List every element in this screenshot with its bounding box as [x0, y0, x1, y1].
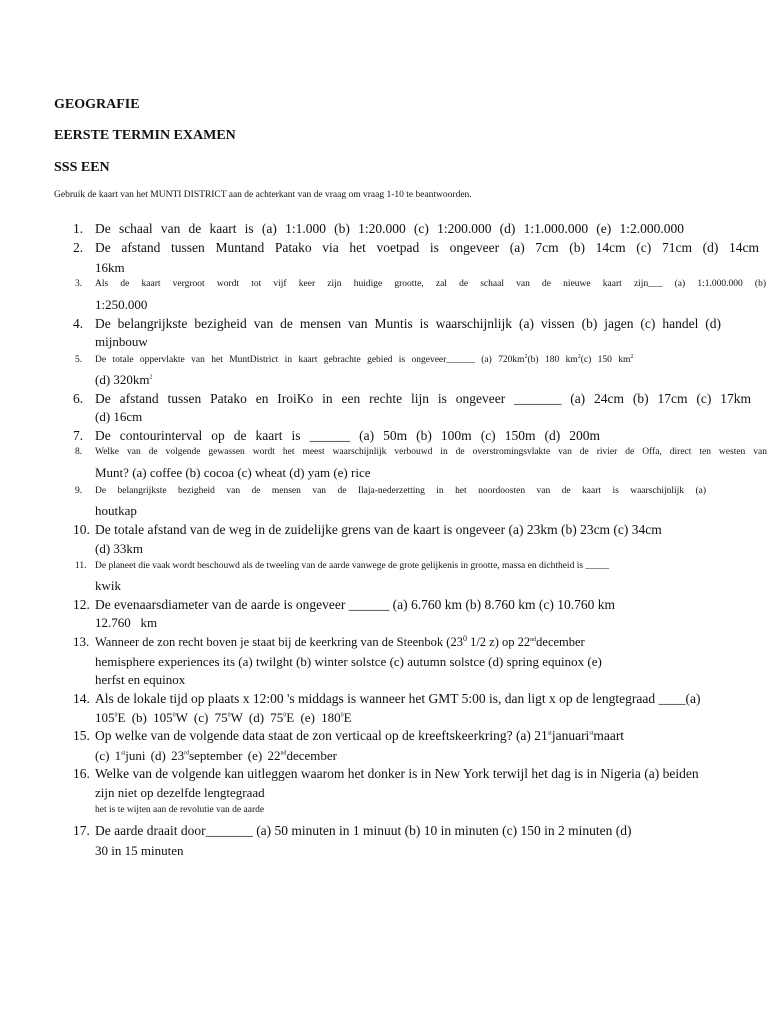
question-text-continued: kwik — [95, 578, 121, 593]
question-text-continued: (d) 16cm — [95, 409, 143, 424]
question-text-continued: 1:250.000 — [95, 297, 148, 312]
question-text: Wanneer de zon recht boven je staat bij de keerkring van de Steenbok ($23^0$ 1/2 z) op 22nddecember — [95, 634, 585, 650]
class-heading: SSS EEN — [54, 160, 110, 175]
question-text: Op welke van de volgende data staat de zon verticaal op de kreeftskeerkring? (a) 21stjanuari$^{st}$maart — [95, 728, 625, 743]
question-text: De planeet die vaak wordt beschouwd als de tweeling van de aarde vanwege de grote gelijkenis in grootte, massa en dichtheid is _____ — [95, 561, 610, 571]
question-text-continued: mijnbouw — [95, 334, 148, 349]
question-number: 11. — [75, 561, 87, 571]
question-text-continued: 16km — [95, 260, 125, 275]
question-text: De contourinterval op de kaart is ______ (a) 50m (b) 100m (c) 150m (d) 200m — [95, 428, 600, 443]
question-number: 12. — [73, 597, 90, 612]
question-text-continued: 30 in 15 minuten — [95, 843, 184, 858]
subject-heading: GEOGRAFIE — [54, 97, 140, 112]
question-text: De evenaarsdiameter van de aarde is ongeveer ______ (a) 6.760 km (b) 8.760 km (c) 10.760 km — [95, 597, 615, 612]
question-number: 10. — [73, 522, 90, 537]
question-text: De belangrijkste bezigheid van de mensen van Muntis is waarschijnlijk (a) vissen (b) jagen (c) handel (d) — [95, 316, 721, 331]
question-text-continued: (c) 1stjuni (d) 23rdseptember (e) 22nddecember — [95, 748, 337, 763]
question-text-continued: Munt? (a) coffee (b) cocoa (c) wheat (d) yam (e) rice — [95, 465, 371, 480]
instruction-text: Gebruik de kaart van het MUNTI DISTRICT aan de achterkant van de vraag om vraag 1-10 te beantwoorden. — [54, 190, 472, 200]
question-number: 1. — [73, 221, 84, 236]
question-text: Als de lokale tijd op plaats x 12:00 's middags is wanneer het GMT 5:00 is, dan ligt x op de lengtegraad ____(a) — [95, 691, 701, 706]
question-text-continued: (d) 33km — [95, 541, 144, 556]
question-text: De afstand tussen Patako en IroiKo in een rechte lijn is ongeveer _______ (a) 24cm (b) 17cm (c) 17km — [95, 391, 751, 406]
question-text-continued: $105^0E$ (b) $105^0W$ (c) $75^0W$ (d) $75^0E$ (e) $180^0E$ — [95, 710, 352, 725]
question-text: De belangrijkste bezigheid van de mensen van de Ilaja-nederzetting in het noordoosten van de kaart is waarschijnlijk (a) — [95, 486, 706, 496]
question-number: 4. — [73, 316, 84, 331]
question-number: 9. — [75, 486, 83, 496]
question-text-continued-2: het is te wijten aan de revolutie van de aarde — [95, 805, 265, 815]
question-text: Welke van de volgende kan uitleggen waarom het donker is in New York terwijl het dag is in Nigeria (a) beiden — [95, 766, 699, 781]
question-number: 15. — [73, 728, 90, 743]
question-text-continued: 12.760 km — [95, 615, 158, 630]
question-number: 17. — [73, 823, 90, 838]
question-text: De afstand tussen Muntand Patako via het voetpad is ongeveer (a) 7cm (b) 14cm (c) 71cm (d) 14cm — [95, 240, 759, 255]
question-number: 13. — [73, 634, 90, 649]
question-number: 14. — [73, 691, 90, 706]
question-number: 16. — [73, 766, 90, 781]
question-number: 8. — [75, 447, 83, 457]
question-text: De totale oppervlakte van het MuntDistrict in kaart gebrachte gebied is ongeveer______ (a) $720km^2(b)$ 180 $km^2(c)$ 150 $km^2$ — [95, 353, 634, 365]
question-number: 7. — [73, 428, 84, 443]
question-number: 5. — [75, 355, 83, 365]
question-text-continued: zijn niet op dezelfde lengtegraad — [95, 785, 265, 800]
question-text: De totale afstand van de weg in de zuidelijke grens van de kaart is ongeveer (a) 23km (b) 23cm (c) 34cm — [95, 522, 662, 537]
question-text: De aarde draait door_______ (a) 50 minuten in 1 minuut (b) 10 in minuten (c) 150 in 2 minuten (d) — [95, 823, 632, 838]
question-text: Als de kaart vergroot wordt tot vijf keer zijn huidige grootte, zal de schaal van de nieuwe kaart zijn___ (a) 1:1.000.000 (b) — [95, 279, 766, 289]
question-text-continued: (d) $320km^2$ — [95, 372, 153, 387]
question-number: 3. — [75, 279, 83, 289]
question-text-continued-2: herfst en equinox — [95, 672, 186, 687]
exam-title: EERSTE TERMIN EXAMEN — [54, 128, 236, 143]
question-text-continued: hemisphere experiences its (a) twilght (b) winter solstce (c) autumn solstce (d) spring equinox (e) — [95, 654, 602, 669]
question-number: 2. — [73, 240, 84, 255]
question-text: Welke van de volgende gewassen wordt het meest waarschijnlijk verbouwd in de overstromingsvlakte van de rivier de Offa, direct ten westen van — [95, 447, 767, 457]
question-text-continued: houtkap — [95, 503, 137, 518]
question-number: 6. — [73, 391, 84, 406]
question-text: De schaal van de kaart is (a) 1:1.000 (b) 1:20.000 (c) 1:200.000 (d) 1:1.000.000 (e) 1:2.000.000 — [95, 221, 684, 236]
